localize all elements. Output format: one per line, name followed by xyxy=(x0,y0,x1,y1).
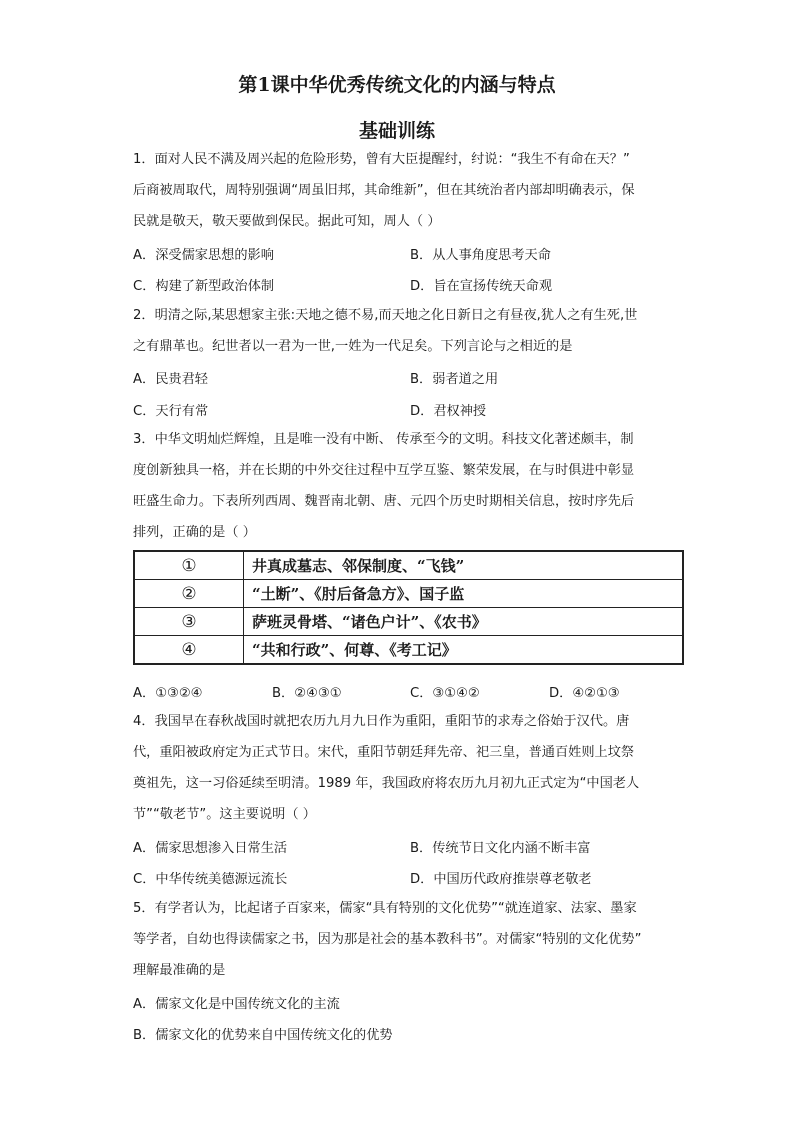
q3-line-4: 排列，正确的是（ ） xyxy=(133,525,256,540)
table-row-text: “土断”、《肘后备急方》、国子监 xyxy=(244,580,684,608)
q4-line-3: 奠祖先，这一习俗延续至明清。1989 年，我国政府将农历九月初九正式定为“中国老人 xyxy=(133,776,640,791)
table-row-number: ② xyxy=(134,580,244,608)
q2-line-1: 2．明清之际,某思想家主张:天地之德不易,而天地之化日新日之有昼夜,犹人之有生死,世 xyxy=(133,308,638,323)
q1-line-1: 1．面对人民不满及周兴起的危险形势，曾有大臣提醒纣，纣说：“我生不有命在天？” xyxy=(133,152,630,167)
q4-option-b: B．传统节日文化内涵不断丰富 xyxy=(410,841,591,856)
table-row-text: “共和行政”、何尊、《考工记》 xyxy=(244,636,684,665)
q2-option-a: A．民贵君轻 xyxy=(133,372,208,387)
q5-line-2: 等学者，自幼也得读儒家之书，因为那是社会的基本教科书”。对儒家“特别的文化优势” xyxy=(133,932,642,947)
q2-line-2: 之有鼎革也。纪世者以一君为一世,一姓为一代足矣。下列言论与之相近的是 xyxy=(133,339,573,354)
q5-line-1: 5．有学者认为，比起诸子百家来，儒家“具有特别的文化优势”“就连道家、法家、墨家 xyxy=(133,901,637,916)
q4-line-4: 节”“敬老节”。这主要说明（ ） xyxy=(133,807,316,822)
table-row-text: 萨班灵骨塔、“诸色户计”、《农书》 xyxy=(244,608,684,636)
q4-option-d: D．中国历代政府推崇尊老敬老 xyxy=(410,872,592,887)
q1-option-c: C．构建了新型政治体制 xyxy=(133,279,275,294)
q3-option-a: A．①③②④ xyxy=(133,686,203,701)
q3-line-1: 3．中华文明灿烂辉煌，且是唯一没有中断、 传承至今的文明。科技文化著述颇丰，制 xyxy=(133,432,634,447)
table-row-number: ① xyxy=(134,551,244,580)
q5-line-3: 理解最准确的是 xyxy=(133,963,226,978)
table-row xyxy=(134,608,683,636)
table-row-number: ④ xyxy=(134,636,244,665)
q2-option-b: B．弱者道之用 xyxy=(410,372,499,387)
q3-line-2: 度创新独具一格，并在长期的中外交往过程中互学互鉴、繁荣发展，在与时俱进中彰显 xyxy=(133,463,635,478)
q3-option-c: C．③①④② xyxy=(410,686,480,701)
table-row-number: ③ xyxy=(134,608,244,636)
q5-option-a: A．儒家文化是中国传统文化的主流 xyxy=(133,997,340,1012)
q1-option-d: D．旨在宣扬传统天命观 xyxy=(410,279,553,294)
lesson-title: 第1课中华优秀传统文化的内涵与特点 xyxy=(238,74,556,96)
q5-option-b: B．儒家文化的优势来自中国传统文化的优势 xyxy=(133,1028,393,1043)
table-row-text: 井真成墓志、邻保制度、“飞钱” xyxy=(244,551,684,580)
table-row xyxy=(134,551,683,580)
q3-line-3: 旺盛生命力。下表所列西周、魏晋南北朝、唐、元四个历史时期相关信息，按时序先后 xyxy=(133,494,635,509)
q3-option-d: D．④②①③ xyxy=(549,686,620,701)
q4-line-1: 4．我国早在春秋战国时就把农历九月九日作为重阳，重阳节的求寿之俗始于汉代。唐 xyxy=(133,714,630,729)
q4-option-a: A．儒家思想渗入日常生活 xyxy=(133,841,288,856)
q4-option-c: C．中华传统美德源远流长 xyxy=(133,872,288,887)
q3-option-b: B．②④③① xyxy=(272,686,342,701)
q3-sequence-table xyxy=(133,550,684,665)
table-row xyxy=(134,636,683,665)
q1-option-a: A．深受儒家思想的影响 xyxy=(133,248,274,263)
q1-option-b: B．从人事角度思考天命 xyxy=(410,248,551,263)
q2-option-d: D．君权神授 xyxy=(410,404,487,419)
table-row xyxy=(134,580,683,608)
section-title: 基础训练 xyxy=(358,120,435,142)
q1-line-2: 后商被周取代，周特别强调“周虽旧邦，其命维新”，但在其统治者内部却明确表示，保 xyxy=(133,183,635,198)
q2-option-c: C．天行有常 xyxy=(133,404,209,419)
q1-line-3: 民就是敬天，敬天要做到保民。据此可知，周人（ ） xyxy=(133,214,441,229)
q4-line-2: 代，重阳被政府定为正式节日。宋代，重阳节朝廷拜先帝、祀三皇，普通百姓则上坟祭 xyxy=(133,745,635,760)
